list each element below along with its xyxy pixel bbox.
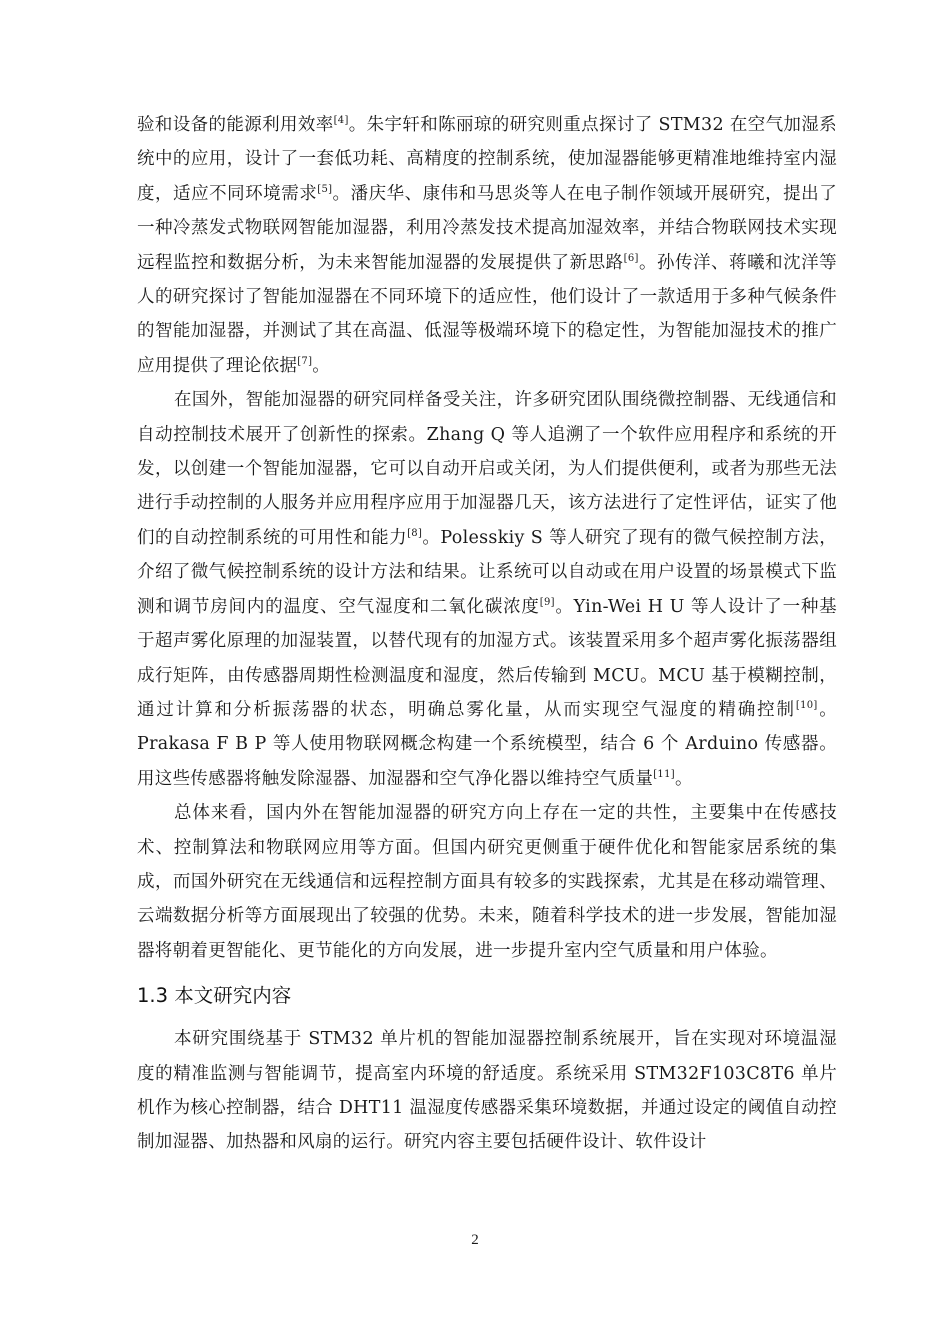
page-number: 2 (471, 1232, 479, 1248)
citation-reference: [8] (407, 527, 423, 539)
document-page (137, 108, 837, 1160)
citation-reference: [11] (653, 768, 675, 780)
citation-reference: [4] (333, 115, 349, 126)
paragraph-summary: 总体来看，国内外在智能加湿器的研究方向上存在一定的共性，主要集中在传感技术、控制算法和物联网应用等方面。但国内研究更侧重于硬件优化和智能家居系统的集成，而国外研究在无线通信和远程控制方面具有较多的实践探索，尤其是在移动端管理、云端数据分析等方面展现出了较强的优势。未来，随着科学技术的进一步发展，智能加湿器将朝着更智能化、更节能化的方向发展，进一步提升室内空气质量和用户体验。 (137, 803, 837, 961)
citation-reference: [9] (539, 596, 555, 608)
section-heading: 1.3 本文研究内容 (137, 984, 292, 1008)
citation-reference: [5] (317, 183, 333, 195)
paragraph-research-content: 本研究围绕基于 STM32 单片机的智能加湿器控制系统展开，旨在实现对环境温湿度的精准监测与智能调节，提高室内环境的舒适度。系统采用 STM32F103C8T6 单片机作为核心控制器，结合 DHT11 温湿度传感器采集环境数据，并通过设定的阈值自动控制加湿器、加热器和风扇的运行。研究内容主要包括硬件设计、软件设计 (137, 1029, 837, 1153)
citation-reference: [7] (297, 355, 313, 367)
citation-reference: [10] (795, 699, 818, 711)
paragraph-foreign-research: 在国外，智能加湿器的研究同样备受关注，许多研究团队围绕微控制器、无线通信和自动控制技术展开了创新性的探索。Zhang Q 等人追溯了一个软件应用程序和系统的开发，以创建一个智能加湿器，它可以自动开启或关闭，为人们提供便利，或者为那些无法进行手动控制的人服务并应用程序应用于加湿器几天，该方法进行了定性评估，证实了他们的自动控制系统的可用性和能力[8]。Polesskiy S 等人研究了现有的微气候控制方法，介绍了微气候控制系统的设计方法和结果。让系统可以自动或在用户设置的场景模式下监测和调节房间内的温度、空气湿度和二氧化碳浓度[9]。Yin-Wei H U 等人设计了一种基于超声雾化原理的加湿装置，以替代现有的加湿方式。该装置采用多个超声雾化振荡器组成行矩阵，由传感器周期性检测温度和湿度，然后传输到 MCU。MCU 基于模糊控制，通过计算和分析振荡器的状态，明确总雾化量，从而实现空气湿度的精确控制[10]。Prakasa F B P 等人使用物联网概念构建一个系统模型，结合 6 个 Arduino 传感器。用这些传感器将触发除湿器、加湿器和空气净化器以维持空气质量[11]。 (137, 390, 838, 789)
citation-reference: [6] (623, 252, 639, 264)
paragraph-domestic-research: 验和设备的能源利用效率[4]。朱宇轩和陈丽琼的研究则重点探讨了 STM32 在空气加湿系统中的应用，设计了一套低功耗、高精度的控制系统，使加湿器能够更精准地维持室内湿度，适应不同环境需求[5]。潘庆华、康伟和马思炎等人在电子制作领域开展研究，提出了一种冷蒸发式物联网智能加湿器，利用冷蒸发技术提高加湿效率，并结合物联网技术实现远程监控和数据分析，为未来智能加湿器的发展提供了新思路[6]。孙传洋、蒋曦和沈洋等人的研究探讨了智能加湿器在不同环境下的适应性，他们设计了一款适用于多种气候条件的智能加湿器，并测试了其在高温、低湿等极端环境下的稳定性，为智能加湿技术的推广应用提供了理论依据[7]。 (137, 115, 838, 376)
